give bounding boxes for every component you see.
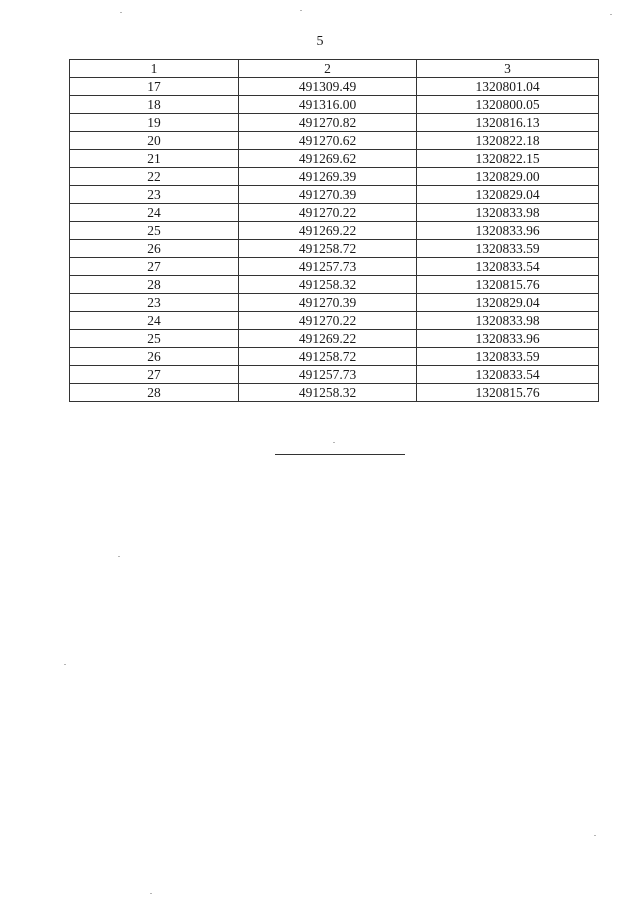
table-cell-col-1: 28 (70, 384, 239, 402)
table-cell-col-2: 491270.39 (239, 294, 417, 312)
table-cell-col-1: 25 (70, 330, 239, 348)
table-cell-col-3: 1320833.59 (417, 348, 599, 366)
table-body (70, 78, 599, 402)
table-row (70, 222, 599, 240)
table-row (70, 132, 599, 150)
table-cell-col-3: 1320800.05 (417, 96, 599, 114)
table-cell-col-1: 24 (70, 312, 239, 330)
table-row (70, 384, 599, 402)
table-row (70, 240, 599, 258)
table-cell-col-1: 26 (70, 240, 239, 258)
table-cell-col-2: 491270.82 (239, 114, 417, 132)
table-cell-col-1: 24 (70, 204, 239, 222)
table-cell-col-3: 1320801.04 (417, 78, 599, 96)
table-row (70, 96, 599, 114)
table-cell-col-1: 22 (70, 168, 239, 186)
table-cell-col-3: 1320829.00 (417, 168, 599, 186)
scan-speck (120, 12, 122, 13)
table-cell-col-2: 491269.22 (239, 330, 417, 348)
table-cell-col-2: 491270.22 (239, 312, 417, 330)
table-cell-col-2: 491269.39 (239, 168, 417, 186)
table-cell-col-1: 26 (70, 348, 239, 366)
table-cell-col-3: 1320833.96 (417, 222, 599, 240)
scan-speck (64, 664, 66, 665)
table-cell-col-2: 491257.73 (239, 366, 417, 384)
table-cell-col-1: 18 (70, 96, 239, 114)
table-row (70, 204, 599, 222)
table-cell-col-1: 19 (70, 114, 239, 132)
table-row (70, 276, 599, 294)
header-col-1: 1 (70, 60, 239, 78)
table-cell-col-2: 491316.00 (239, 96, 417, 114)
table-header (70, 60, 599, 78)
table-cell-col-3: 1320822.15 (417, 150, 599, 168)
table-cell-col-1: 27 (70, 366, 239, 384)
table-cell-col-2: 491257.73 (239, 258, 417, 276)
scan-speck (118, 556, 120, 557)
table-cell-col-2: 491309.49 (239, 78, 417, 96)
table-cell-col-1: 25 (70, 222, 239, 240)
header-row (70, 60, 599, 78)
table-cell-col-3: 1320833.54 (417, 366, 599, 384)
table-cell-col-3: 1320815.76 (417, 276, 599, 294)
table-cell-col-2: 491258.32 (239, 384, 417, 402)
table-cell-col-1: 17 (70, 78, 239, 96)
table-cell-col-2: 491258.72 (239, 348, 417, 366)
table-cell-col-1: 27 (70, 258, 239, 276)
table-cell-col-2: 491270.39 (239, 186, 417, 204)
table-cell-col-1: 20 (70, 132, 239, 150)
table-row (70, 168, 599, 186)
table-row (70, 186, 599, 204)
table-cell-col-2: 491258.72 (239, 240, 417, 258)
table-cell-col-3: 1320822.18 (417, 132, 599, 150)
table-cell-col-3: 1320833.98 (417, 204, 599, 222)
scan-speck (150, 893, 152, 894)
table-row (70, 348, 599, 366)
table-cell-col-2: 491269.62 (239, 150, 417, 168)
table-row (70, 114, 599, 132)
table-cell-col-2: 491270.22 (239, 204, 417, 222)
table-cell-col-1: 21 (70, 150, 239, 168)
table-row (70, 258, 599, 276)
table-cell-col-1: 23 (70, 294, 239, 312)
table-row (70, 312, 599, 330)
header-col-3: 3 (417, 60, 599, 78)
scan-speck (610, 14, 612, 15)
scan-speck (300, 10, 302, 11)
table-cell-col-3: 1320833.59 (417, 240, 599, 258)
coordinates-table (69, 59, 599, 402)
table-cell-col-2: 491270.62 (239, 132, 417, 150)
table-cell-col-3: 1320833.96 (417, 330, 599, 348)
table-cell-col-2: 491258.32 (239, 276, 417, 294)
table-cell-col-1: 23 (70, 186, 239, 204)
table-row (70, 78, 599, 96)
table-cell-col-3: 1320833.54 (417, 258, 599, 276)
header-col-2: 2 (239, 60, 417, 78)
scan-speck (333, 442, 335, 443)
table-row (70, 330, 599, 348)
table-cell-col-3: 1320815.76 (417, 384, 599, 402)
table-cell-col-2: 491269.22 (239, 222, 417, 240)
page-number: 5 (316, 34, 324, 49)
table-row (70, 294, 599, 312)
table-cell-col-3: 1320816.13 (417, 114, 599, 132)
table-cell-col-3: 1320829.04 (417, 294, 599, 312)
table-cell-col-3: 1320829.04 (417, 186, 599, 204)
table-cell-col-1: 28 (70, 276, 239, 294)
table-cell-col-3: 1320833.98 (417, 312, 599, 330)
scan-speck (594, 835, 596, 836)
end-divider-line (275, 454, 405, 455)
table-row (70, 150, 599, 168)
table-row (70, 366, 599, 384)
